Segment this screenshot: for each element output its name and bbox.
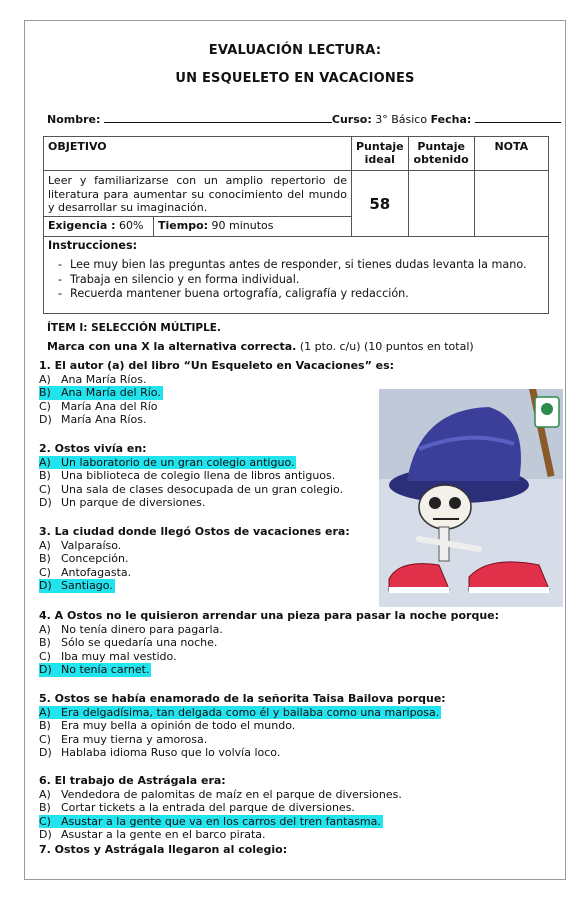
objective-text: Leer y familiarizarse con un amplio repertorio de literatura para aumentar su conocimiento del mundo y desarrollar su imaginación. xyxy=(48,174,347,214)
instructions-box xyxy=(43,236,549,314)
course-value: 3° Básico xyxy=(375,113,428,126)
name-field[interactable] xyxy=(104,113,332,123)
obtained-score-cell[interactable] xyxy=(408,171,474,237)
ideal-score-header: Puntaje ideal xyxy=(352,137,409,171)
question-text: 4. A Ostos no le quisieron arrendar una pieza para pasar la noche porque: xyxy=(39,609,500,622)
time-cell: Tiempo: 90 minutos xyxy=(158,219,274,232)
question-5 xyxy=(39,692,559,760)
instructions-list xyxy=(48,258,544,302)
logo-mark xyxy=(541,403,553,415)
ideal-score: 58 xyxy=(352,171,409,237)
question-text: 1. El autor (a) del libro “Un Esqueleto en Vacaciones” es: xyxy=(39,359,395,372)
date-field[interactable] xyxy=(475,113,561,123)
question-7 xyxy=(39,843,499,857)
objective-header: OBJETIVO xyxy=(44,137,352,171)
option-c[interactable]: C) Era muy tierna y amorosa. xyxy=(39,732,208,746)
question-4 xyxy=(39,609,559,677)
name-label: Nombre: xyxy=(47,113,101,126)
option-a[interactable]: A) Ana María Ríos. xyxy=(39,372,147,386)
option-b[interactable]: B) Concepción. xyxy=(39,552,129,566)
option-c[interactable]: C) Una sala de clases desocupada de un gran colegio. xyxy=(39,482,344,496)
question-text: 6. El trabajo de Astrágala era: xyxy=(39,774,226,787)
option-a-highlighted[interactable]: A) Era delgadísima, tan delgada como él y bailaba como una mariposa. xyxy=(39,705,440,719)
option-d[interactable]: D) María Ana Ríos. xyxy=(39,413,147,427)
grade-header: NOTA xyxy=(474,137,548,171)
section-heading: ÍTEM I: SELECCIÓN MÚLTIPLE. xyxy=(47,322,221,334)
course-label: Curso: xyxy=(331,113,372,126)
question-text: 2. Ostos vivía en: xyxy=(39,442,147,455)
eye-left xyxy=(429,497,441,509)
skull xyxy=(419,485,471,529)
option-b[interactable]: B) Cortar tickets a la entrada del parque de diversiones. xyxy=(39,801,355,815)
option-b[interactable]: B) Era muy bella a opinión de todo el mundo. xyxy=(39,719,296,733)
option-a-highlighted[interactable]: A) Un laboratorio de un gran colegio antiguo. xyxy=(39,455,295,469)
instructions-title: Instrucciones: xyxy=(48,239,138,252)
skeleton-illustration xyxy=(379,389,563,607)
objective-cell xyxy=(44,171,352,237)
option-c[interactable]: C) María Ana del Río xyxy=(39,399,158,413)
option-c[interactable]: C) Antofagasta. xyxy=(39,565,132,579)
question-6 xyxy=(39,774,559,842)
exigencia-cell: Exigencia : 60% xyxy=(44,217,154,236)
sole-right xyxy=(469,587,549,593)
option-d[interactable]: D) Hablaba idioma Ruso que lo volvía loco. xyxy=(39,746,281,760)
obtained-score-header: Puntaje obtenido xyxy=(408,137,474,171)
option-c-highlighted[interactable]: C) Asustar a la gente que va en los carros del tren fantasma. xyxy=(39,814,381,828)
eye-right xyxy=(449,497,461,509)
option-a[interactable]: A) Valparaíso. xyxy=(39,538,122,552)
grade-cell[interactable] xyxy=(474,171,548,237)
option-d-highlighted[interactable]: D) Santiago. xyxy=(39,579,113,593)
question-text: 7. Ostos y Astrágala llegaron al colegio: xyxy=(39,843,288,856)
instruction-item: - Lee muy bien las preguntas antes de responder, si tienes dudas levanta la mano. xyxy=(48,258,544,273)
option-a[interactable]: A) No tenía dinero para pagarla. xyxy=(39,622,223,636)
date-label: Fecha: xyxy=(430,113,472,126)
student-info-line xyxy=(47,113,547,126)
option-d[interactable]: D) Un parque de diversiones. xyxy=(39,496,206,510)
question-text: 5. Ostos se había enamorado de la señorita Taisa Bailova porque: xyxy=(39,692,446,705)
section-instruction: Marca con una X la alternativa correcta. (1 pto. c/u) (10 puntos en total) xyxy=(47,340,474,353)
question-text: 3. La ciudad donde llegó Ostos de vacaciones era: xyxy=(39,525,350,538)
option-a[interactable]: A) Vendedora de palomitas de maíz en el parque de diversiones. xyxy=(39,787,402,801)
option-b[interactable]: B) Una biblioteca de colegio llena de libros antiguos. xyxy=(39,469,336,483)
sole-left xyxy=(389,587,449,593)
worksheet-page xyxy=(24,20,566,880)
option-b-highlighted[interactable]: B) Ana María del Río. xyxy=(39,386,161,400)
exigencia-row xyxy=(44,216,351,236)
page-subtitle: UN ESQUELETO EN VACACIONES xyxy=(175,71,415,86)
option-d[interactable]: D) Asustar a la gente en el barco pirata. xyxy=(39,828,266,842)
option-c[interactable]: C) Iba muy mal vestido. xyxy=(39,649,177,663)
option-b[interactable]: B) Sólo se quedaría una noche. xyxy=(39,636,218,650)
instruction-item: - Trabaja en silencio y en forma individual. xyxy=(48,273,544,288)
instruction-item: - Recuerda mantener buena ortografía, caligrafía y redacción. xyxy=(48,287,544,302)
page-title: EVALUACIÓN LECTURA: xyxy=(208,43,382,58)
objective-table xyxy=(43,136,549,237)
option-d-highlighted[interactable]: D) No tenía carnet. xyxy=(39,663,150,677)
